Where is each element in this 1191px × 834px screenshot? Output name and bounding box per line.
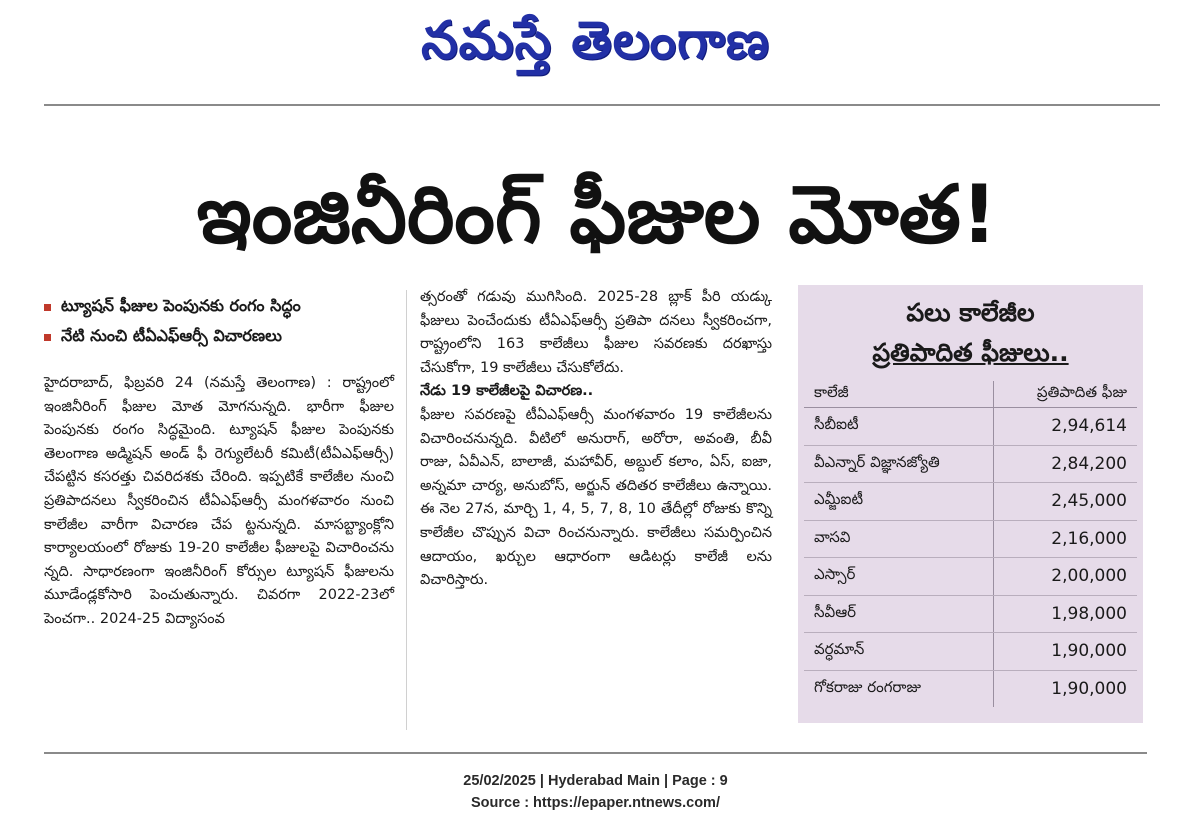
college-name: వాసవి xyxy=(804,520,994,558)
bullet-square-icon xyxy=(44,304,51,311)
fee-box-title-line2: ప్రతిపాదిత ఫీజులు.. xyxy=(872,338,1069,367)
article-column-2 xyxy=(420,286,772,593)
college-name: గోకరాజు రంగరాజు xyxy=(814,677,922,696)
fee-value: 1,98,000 xyxy=(994,595,1137,633)
table-row xyxy=(804,558,1137,596)
column-divider xyxy=(406,290,407,730)
column-header-college: కాలేజీ xyxy=(804,381,994,408)
article-paragraph: ఫీజుల సవరణపై టీఏఎఫ్ఆర్సీ మంగళవారం 19 కాలేజీలను విచారించనున్నది. వీటిలో అనురాగ్, అరోరా, అవంతి, బీవీ రాజు, ఏవీఎన్, బాలాజీ, మహావీర్, అబ్దుల్ కలాం, ఏస్, ఐజా, అన్నమా చార్య, అనుబోస్, అర్జున్ తదితర కాలేజీలు ఉన్నాయి. ఈ నెల 27న, మార్చి 1, 4, 5, 7, 8, 10 తేదీల్లో రోజుకు కొన్ని కాలేజీల చొప్పున విచా రించనున్నారు. కాలేజీలు సమర్పించిన ఆదాయం, ఖర్చుల ఆధారంగా ఆడిటర్లు కాలేజీ లను విచారిస్తారు. xyxy=(420,406,772,589)
table-row xyxy=(804,633,1137,671)
masthead-logo: నమస్తే తెలంగాణ xyxy=(421,11,770,71)
bottom-rule xyxy=(44,752,1147,754)
table-row xyxy=(804,408,1137,446)
fee-value: 2,16,000 xyxy=(994,520,1137,558)
article-subheading: నేడు 19 కాలేజీలపై విచారణ.. xyxy=(420,383,594,400)
fee-value: 2,00,000 xyxy=(994,558,1137,596)
bullet-item xyxy=(44,292,394,322)
college-name: వీఎన్నార్ విజ్ఞానజ్యోతి xyxy=(804,445,994,483)
footer-source: Source : https://epaper.ntnews.com/ xyxy=(471,795,720,811)
fee-box-title xyxy=(804,293,1137,373)
table-row xyxy=(804,483,1137,521)
fee-value: 2,45,000 xyxy=(994,483,1137,521)
college-name: సీబీఐటీ xyxy=(804,408,994,446)
footer xyxy=(0,770,1191,814)
fee-table-box xyxy=(798,285,1143,723)
fee-box-title-line1: పలు కాలేజీల xyxy=(906,298,1035,327)
bullet-item xyxy=(44,322,394,352)
fee-table-header xyxy=(804,381,1137,408)
fee-value: 1,90,000 xyxy=(994,633,1137,671)
fee-value: 2,94,614 xyxy=(994,408,1137,446)
footer-dateline: 25/02/2025 | Hyderabad Main | Page : 9 xyxy=(463,773,728,789)
column-header-fee: ప్రతిపాదిత ఫీజు xyxy=(994,381,1137,408)
fee-table xyxy=(804,381,1137,707)
table-row xyxy=(804,520,1137,558)
article-paragraph: హైదరాబాద్, ఫిబ్రవరి 24 (నమస్తే తెలంగాణ) : రాష్ట్రంలో ఇంజినీరింగ్ ఫీజుల మోత మోగనున్నది. భారీగా ఫీజుల పెంపునకు రంగం సిద్ధమైంది. ట్యూషన్ ఫీజుల పెంపునకు తెలంగాణ అడ్మిషన్ అండ్ ఫీ రెగ్యులేటరీ కమిటీ(టీఏఎఫ్ఆర్సీ) చేపట్టిన కసరత్తు చివరిదశకు చేరింది. ఇప్పటికే కాలేజీల నుంచి ప్రతిపాదనలు స్వీకరించిన టీఏఎఫ్ఆర్సీ మంగళవారం నుంచి కాలేజీల వారీగా విచారణ చేప ట్టనున్నది. మాసబ్ట్యాంక్లోని కార్యాలయంలో రోజుకు 19-20 కాలేజీల ఫీజులపై విచారించను న్నది. సాధారణంగా ఇంజినీరింగ్ కోర్సుల ట్యూషన్ ఫీజులను మూడేండ్లకోసారి పెంచుతున్నారు. చివరగా 2022-23లో పెంచగా.. 2024-25 విద్యాసంవ xyxy=(44,375,394,627)
bullet-list xyxy=(44,292,394,352)
college-name: సీవీఆర్ xyxy=(804,595,994,633)
top-rule xyxy=(44,104,1160,106)
fee-value: 2,84,200 xyxy=(994,445,1137,483)
table-row xyxy=(804,670,1137,707)
bullet-text: నేటి నుంచి టీఏఎఫ్ఆర్సీ విచారణలు xyxy=(61,325,282,345)
table-row xyxy=(804,595,1137,633)
bullet-text: ట్యూషన్ ఫీజుల పెంపునకు రంగం సిద్ధం xyxy=(61,295,301,315)
college-name: ఎస్సార్ xyxy=(804,558,994,596)
table-row xyxy=(804,445,1137,483)
college-name: వర్ధమాన్ xyxy=(804,633,994,671)
college-name: ఎమ్జీఐటీ xyxy=(804,483,994,521)
fee-value: 1,90,000 xyxy=(994,670,1137,707)
article-column-1 xyxy=(44,372,394,632)
masthead xyxy=(0,0,1191,82)
article-paragraph: త్సరంతో గడువు ముగిసింది. 2025-28 బ్లాక్ పీరి యడ్కు ఫీజులు పెంచేందుకు టీఏఎఫ్ఆర్సీ ప్రతిపా దనలు స్వీకరించగా, రాష్ట్రంలోని 163 కాలేజీలు ఫీజుల సవరణకు దరఖాస్తు చేసుకోగా, 19 కాలేజీలు చేసుకోలేదు. xyxy=(420,289,772,376)
headline: ఇంజినీరింగ్ ఫీజుల మోత! xyxy=(196,168,998,261)
bullet-square-icon xyxy=(44,334,51,341)
